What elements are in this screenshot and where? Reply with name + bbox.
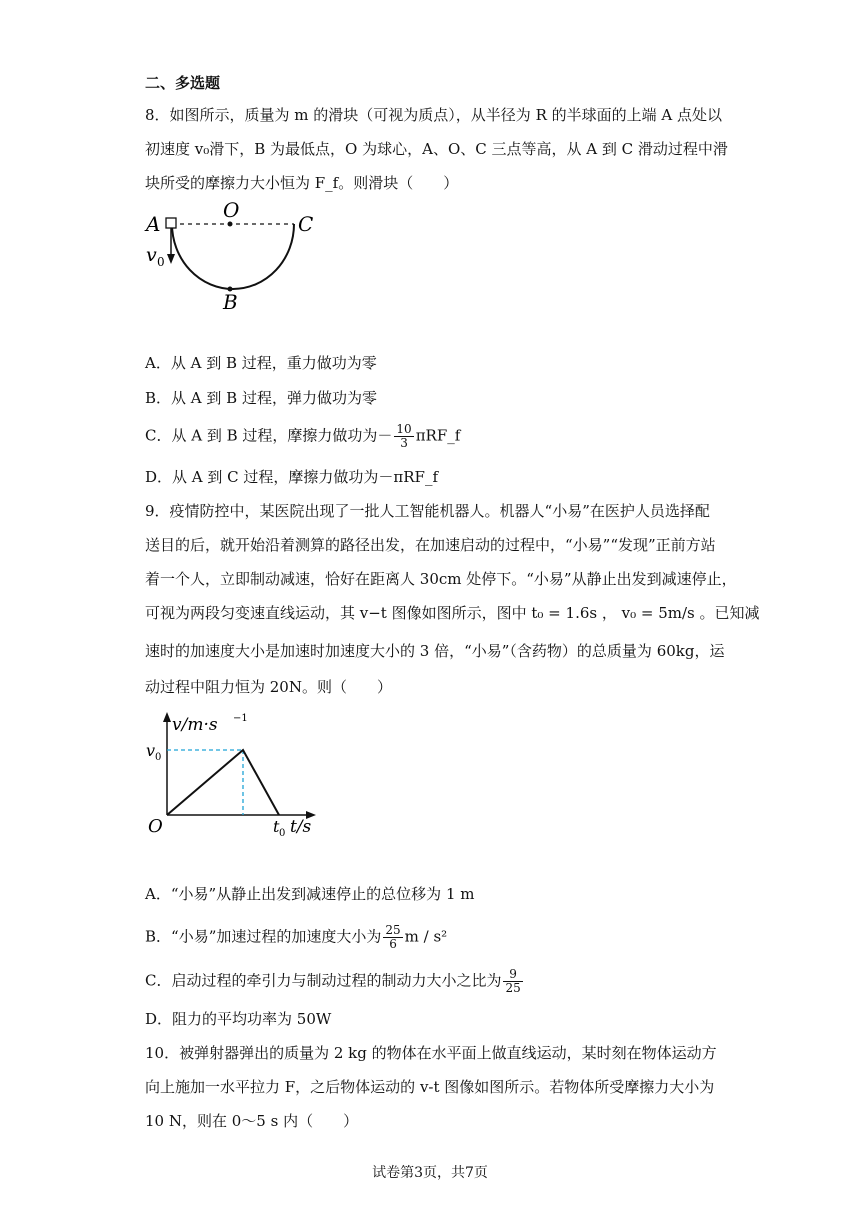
q8-option-b: B．从 A 到 B 过程，弹力做功为零 [145, 389, 377, 407]
label-A: A [146, 212, 161, 236]
v0-arrow-head [167, 254, 175, 264]
q8-option-c-num: 10 [396, 422, 412, 436]
q10-line-3: 10 N，则在 0～5 s 内（ ） [145, 1112, 359, 1130]
q8-line-1: 8．如图所示，质量为 m 的滑块（可视为质点），从半径为 R 的半球面的上端 A 点处以 [145, 106, 723, 124]
y-axis-label: v/m·s [172, 715, 218, 735]
point-O [228, 222, 233, 227]
x-tick-t0-sub: 0 [279, 828, 286, 839]
slider-block [166, 218, 176, 228]
q9-option-c-den: 25 [505, 981, 521, 995]
section-title: 二、多选题 [145, 74, 221, 92]
q9-option-c-prefix: C．启动过程的牵引力与制动过程的制动力大小之比为 [145, 971, 502, 990]
origin-label: O [148, 816, 163, 837]
q10-line-2: 向上施加一水平拉力 F，之后物体运动的 v-t 图像如图所示。若物体所受摩擦力大小为 [145, 1078, 715, 1096]
q9-line-5: 速时的加速度大小是加速时加速度大小的 3 倍，“小易”（含药物）的总质量为 60kg，运 [145, 642, 725, 660]
q9-line-6: 动过程中阻力恒为 20N。则（ ） [145, 678, 392, 696]
q9-option-d: D．阻力的平均功率为 50W [145, 1010, 332, 1028]
hemisphere-arc [172, 224, 294, 289]
y-axis-label-sup: −1 [233, 713, 248, 724]
label-B: B [223, 290, 238, 314]
q9-option-a: A．“小易”从静止出发到减速停止的总位移为 1 m [145, 885, 475, 903]
label-v: v [146, 244, 157, 266]
q8-line-2: 初速度 v₀滑下，B 为最低点，O 为球心，A、O、C 三点等高，从 A 到 C 滑动过程中滑 [145, 140, 728, 158]
q9-line-1: 9．疫情防控中，某医院出现了一批人工智能机器人。机器人“小易”在医护人员选择配 [145, 502, 710, 520]
page-footer: 试卷第3页，共7页 [372, 1165, 488, 1181]
q8-option-d: D．从 A 到 C 过程，摩擦力做功为－πRF_f [145, 468, 439, 486]
label-v-sub: 0 [157, 255, 165, 269]
q9-option-b-fraction [383, 924, 402, 951]
x-tick-t0: t [273, 817, 280, 836]
label-C: C [298, 212, 314, 236]
q8-option-a: A．从 A 到 B 过程，重力做功为零 [145, 354, 377, 372]
label-O: O [223, 198, 240, 222]
q8-option-c [145, 423, 460, 450]
q9-line-3: 着一个人，立即制动减速，恰好在距离人 30cm 处停下。“小易”从静止出发到减速停止， [145, 570, 737, 588]
q9-option-b-prefix: B．“小易”加速过程的加速度大小为 [145, 927, 382, 946]
y-tick-v0: v [146, 741, 156, 760]
q8-option-c-suffix: πRF_f [415, 426, 461, 445]
y-axis-arrow [163, 712, 171, 722]
q8-option-c-prefix: C．从 A 到 B 过程，摩擦力做功为－ [145, 426, 393, 445]
q10-line-1: 10．被弹射器弹出的质量为 2 kg 的物体在水平面上做直线运动，某时刻在物体运动方 [145, 1044, 717, 1062]
q9-option-b-num: 25 [385, 923, 401, 937]
q9-line-2: 送目的后，就开始沿着测算的路径出发，在加速启动的过程中，“小易”“发现”正前方站 [145, 536, 716, 554]
q9-option-b [145, 924, 447, 951]
q8-option-c-fraction [394, 423, 413, 450]
q9-option-c-num: 9 [503, 968, 522, 982]
x-axis-label: t/s [290, 817, 312, 837]
q9-option-c-fraction [503, 968, 522, 995]
vt-curve [167, 750, 279, 815]
q9-option-b-suffix: m / s² [404, 927, 448, 946]
q9-line-4: 可视为两段匀变速直线运动，其 v−t 图像如图所示，图中 t₀ = 1.6s ， v₀ = 5m/s 。已知减 [145, 604, 760, 622]
q9-option-b-den: 6 [389, 937, 397, 951]
q8-option-c-den: 3 [400, 436, 408, 450]
y-tick-v0-sub: 0 [155, 752, 162, 763]
q9-option-c [145, 968, 525, 995]
q9-vt-graph [140, 708, 330, 843]
q8-hemisphere-figure [140, 198, 340, 318]
q8-line-3: 块所受的摩擦力大小恒为 F_f。则滑块（ ） [145, 174, 459, 192]
